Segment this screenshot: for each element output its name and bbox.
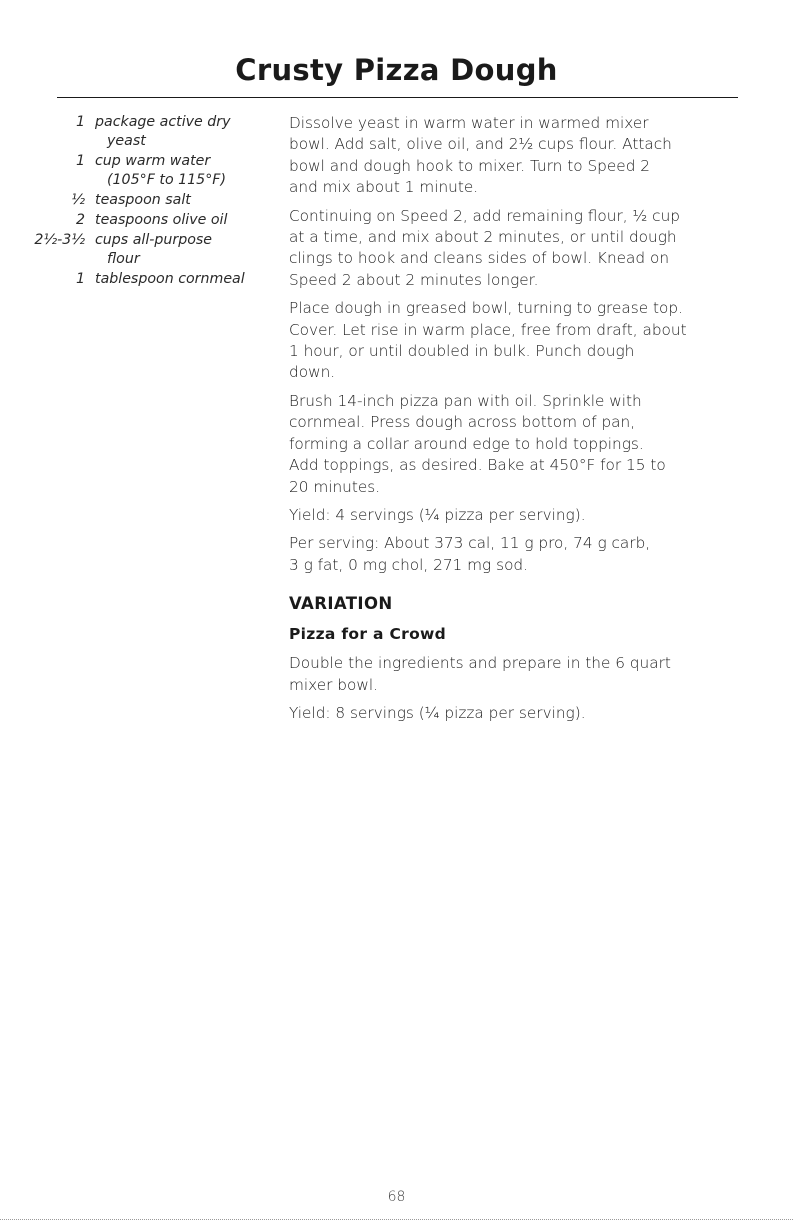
text-line: at a time, and mix about 2 minutes, or until dough: [289, 228, 677, 247]
page-edge-rule: [0, 1219, 793, 1220]
variation-paragraph: [289, 653, 739, 696]
text-line: cornmeal. Press dough across bottom of pan,: [289, 413, 636, 432]
ingredient-line: teaspoons olive oil: [95, 212, 228, 228]
ingredient-quantity: ½: [71, 192, 85, 208]
text-line: Place dough in greased bowl, turning to grease top.: [289, 299, 683, 318]
text-line: clings to hook and cleans sides of bowl. Knead on: [289, 249, 670, 268]
text-line: Yield: 8 servings (¼ pizza per serving).: [289, 703, 586, 722]
text-line: 1 hour, or until doubled in bulk. Punch dough: [289, 342, 635, 361]
text-line: 20 minutes.: [289, 477, 381, 496]
ingredient-quantity: 1: [75, 114, 85, 130]
direction-paragraph: [289, 391, 739, 498]
ingredient-text: [95, 152, 275, 190]
ingredient-list: [30, 113, 275, 290]
recipe-body: [289, 113, 739, 731]
ingredient-item: [30, 211, 275, 230]
text-line: down.: [289, 363, 336, 382]
variation-title: Pizza for a Crowd: [289, 625, 447, 644]
text-line: mixer bowl.: [289, 675, 378, 694]
text-line: Cover. Let rise in warm place, free from draft, about: [289, 320, 687, 339]
ingredient-text: [95, 231, 275, 269]
direction-paragraph: [289, 113, 739, 199]
variation-heading: VARIATION: [289, 594, 393, 614]
ingredient-text: [95, 270, 275, 289]
ingredient-quantity: 1: [75, 271, 85, 287]
ingredient-text: [95, 211, 275, 230]
ingredient-text: [95, 113, 275, 151]
yield-text: [289, 505, 739, 526]
ingredient-line: package active dry: [95, 114, 231, 130]
text-line: Add toppings, as desired. Bake at 450°F for 15 to: [289, 456, 666, 475]
text-line: Yield: 4 servings (¼ pizza per serving).: [289, 505, 586, 524]
ingredient-line: yeast: [107, 133, 146, 149]
page-number: 68: [387, 1189, 406, 1205]
text-line: Brush 14-inch pizza pan with oil. Sprinkle with: [289, 391, 642, 410]
ingredient-item: [30, 191, 275, 210]
direction-paragraph: [289, 298, 739, 384]
nutrition-text: [289, 533, 739, 576]
ingredient-line: cups all-purpose: [95, 232, 213, 248]
text-line: Continuing on Speed 2, add remaining flour, ½ cup: [289, 206, 680, 225]
ingredient-item: [30, 231, 275, 269]
ingredient-line: (105°F to 115°F): [107, 172, 227, 188]
title-divider: [57, 97, 738, 98]
text-line: bowl and dough hook to mixer. Turn to Speed 2: [289, 156, 650, 175]
ingredient-line: tablespoon cornmeal: [95, 271, 245, 287]
ingredient-quantity: 2½-3½: [34, 232, 85, 248]
page-title: Crusty Pizza Dough: [235, 53, 558, 87]
text-line: Double the ingredients and prepare in the 6 quart: [289, 654, 671, 673]
text-line: Speed 2 about 2 minutes longer.: [289, 270, 539, 289]
ingredient-item: [30, 152, 275, 190]
variation-yield: [289, 703, 739, 724]
text-line: and mix about 1 minute.: [289, 178, 479, 197]
ingredient-quantity: 2: [75, 212, 85, 228]
ingredient-line: flour: [107, 251, 140, 267]
text-line: Per serving: About 373 cal, 11 g pro, 74 g carb,: [289, 534, 651, 553]
text-line: bowl. Add salt, olive oil, and 2½ cups flour. Attach: [289, 135, 672, 154]
ingredient-item: [30, 113, 275, 151]
ingredient-line: cup warm water: [95, 153, 211, 169]
direction-paragraph: [289, 206, 739, 292]
ingredient-quantity: 1: [75, 153, 85, 169]
ingredient-line: teaspoon salt: [95, 192, 191, 208]
text-line: 3 g fat, 0 mg chol, 271 mg sod.: [289, 555, 528, 574]
ingredient-item: [30, 270, 275, 289]
text-line: forming a collar around edge to hold toppings.: [289, 434, 644, 453]
text-line: Dissolve yeast in warm water in warmed mixer: [289, 114, 649, 132]
ingredient-text: [95, 191, 275, 210]
